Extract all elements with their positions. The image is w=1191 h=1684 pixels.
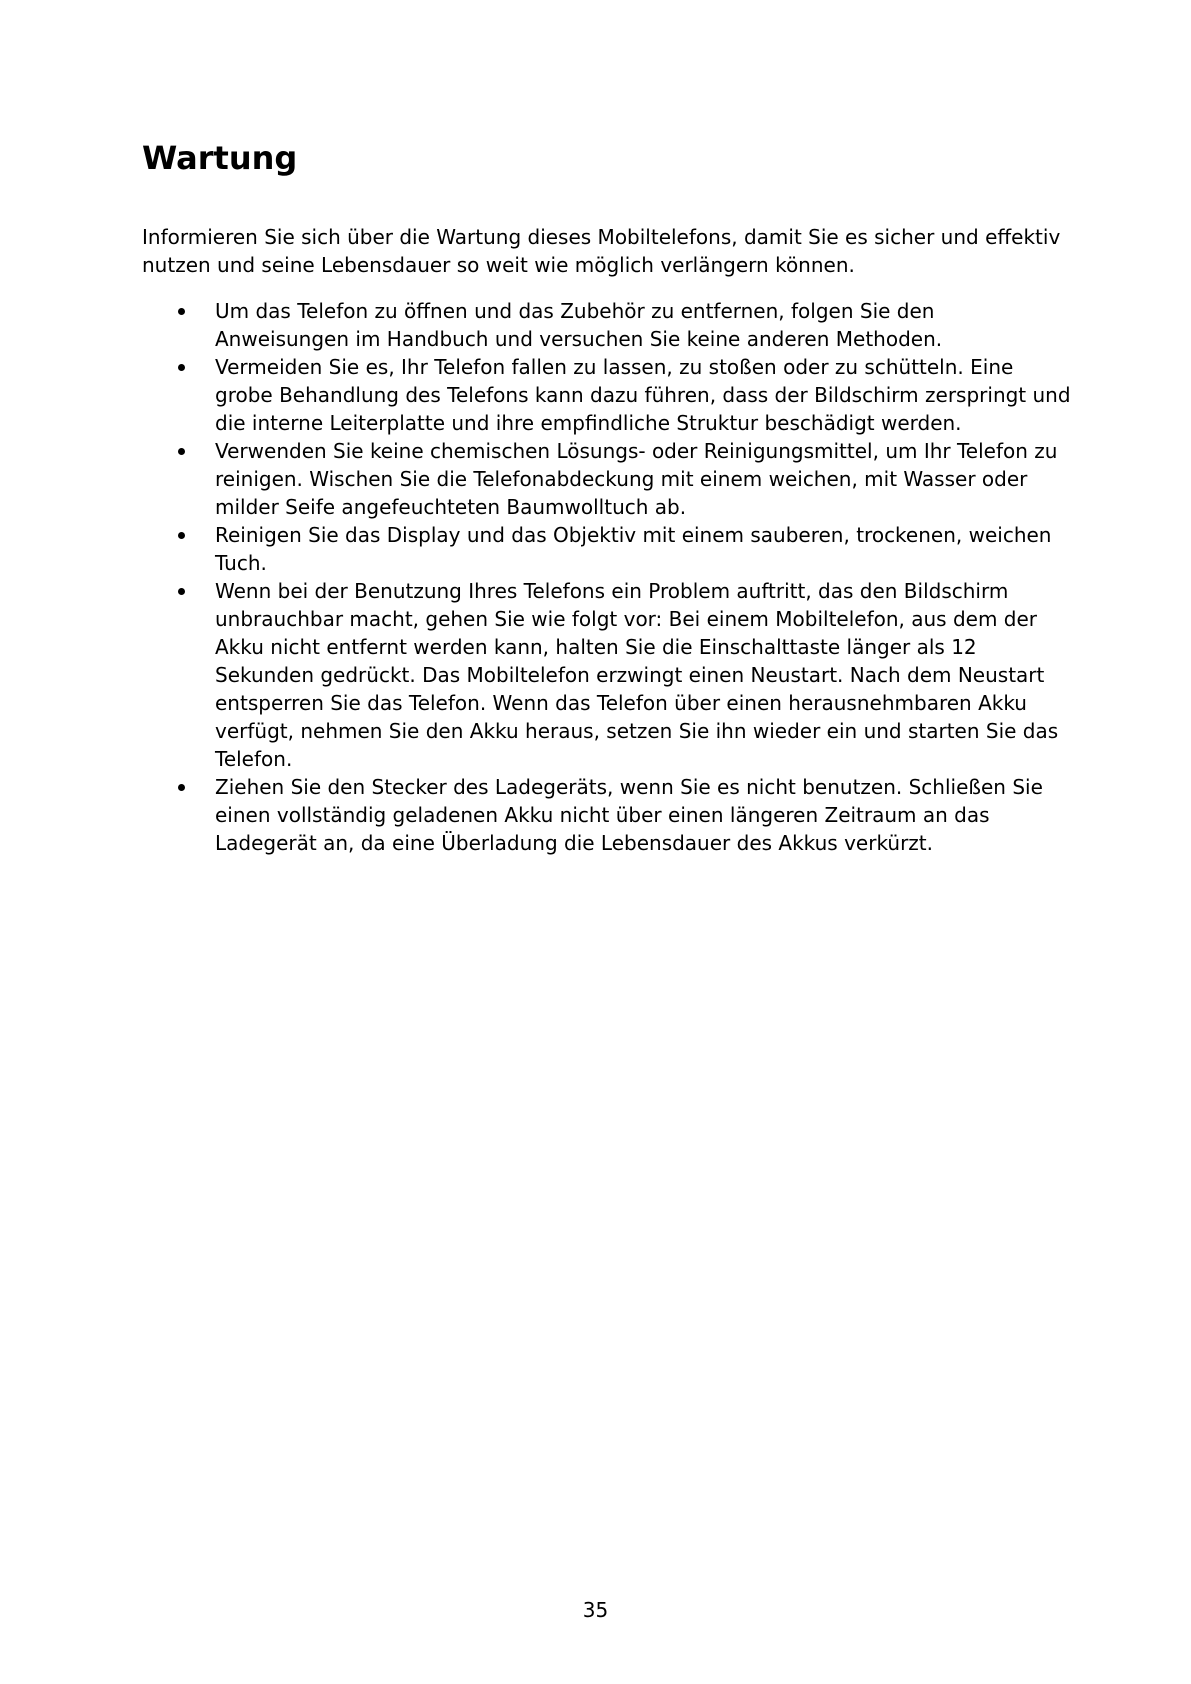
list-item-text: Verwenden Sie keine chemischen Lösungs- oder Reinigungsmittel, um Ihr Telefon zu reinigen. Wischen Sie die Telefonabdeckung mit einem weichen, mit Wasser oder milder Seife angefeuchteten Baumwolltuch ab. [215,439,1058,519]
bullet-icon [178,588,185,595]
bullet-icon [178,364,185,371]
page-title: Wartung [142,139,298,177]
intro-paragraph: Informieren Sie sich über die Wartung dieses Mobiltelefons, damit Sie es sicher und effektiv nutzen und seine Lebensdauer so weit wie möglich verlängern können. [142,225,1061,277]
list-item-text: Vermeiden Sie es, Ihr Telefon fallen zu lassen, zu stoßen oder zu schütteln. Eine grobe Behandlung des Telefons kann dazu führen, dass der Bildschirm zerspringt und die interne Leiterplatte und ihre empfindliche Struktur beschädigt werden. [215,355,1071,435]
list-item-text: Wenn bei der Benutzung Ihres Telefons ein Problem auftritt, das den Bildschirm unbrauchbar macht, gehen Sie wie folgt vor: Bei einem Mobiltelefon, aus dem der Akku nicht entfernt werden kann, halten Sie die Einschalttaste länger als 12 Sekunden gedrückt. Das Mobiltelefon erzwingt einen Neustart. Nach dem Neustart entsperren Sie das Telefon. Wenn das Telefon über einen herausnehmbaren Akku verfügt, nehmen Sie den Akku heraus, setzen Sie ihn wieder ein und starten Sie das Telefon. [215,579,1059,771]
list-item [142,297,1072,353]
page-number: 35 [582,1598,609,1622]
bullet-icon [178,308,185,315]
list-item [142,353,1072,437]
list-item-text: Reinigen Sie das Display und das Objektiv mit einem sauberen, trockenen, weichen Tuch. [215,523,1052,575]
list-item [142,521,1072,577]
list-item [142,577,1072,773]
list-item [142,437,1072,521]
list-item [142,773,1072,857]
bullet-icon [178,448,185,455]
list-item-text: Um das Telefon zu öffnen und das Zubehör zu entfernen, folgen Sie den Anweisungen im Handbuch und versuchen Sie keine anderen Methoden. [215,299,943,351]
maintenance-list [142,297,1072,857]
list-item-text: Ziehen Sie den Stecker des Ladegeräts, wenn Sie es nicht benutzen. Schließen Sie einen vollständig geladenen Akku nicht über einen längeren Zeitraum an das Ladegerät an, da eine Überladung die Lebensdauer des Akkus verkürzt. [215,775,1043,855]
bullet-icon [178,532,185,539]
bullet-icon [178,784,185,791]
